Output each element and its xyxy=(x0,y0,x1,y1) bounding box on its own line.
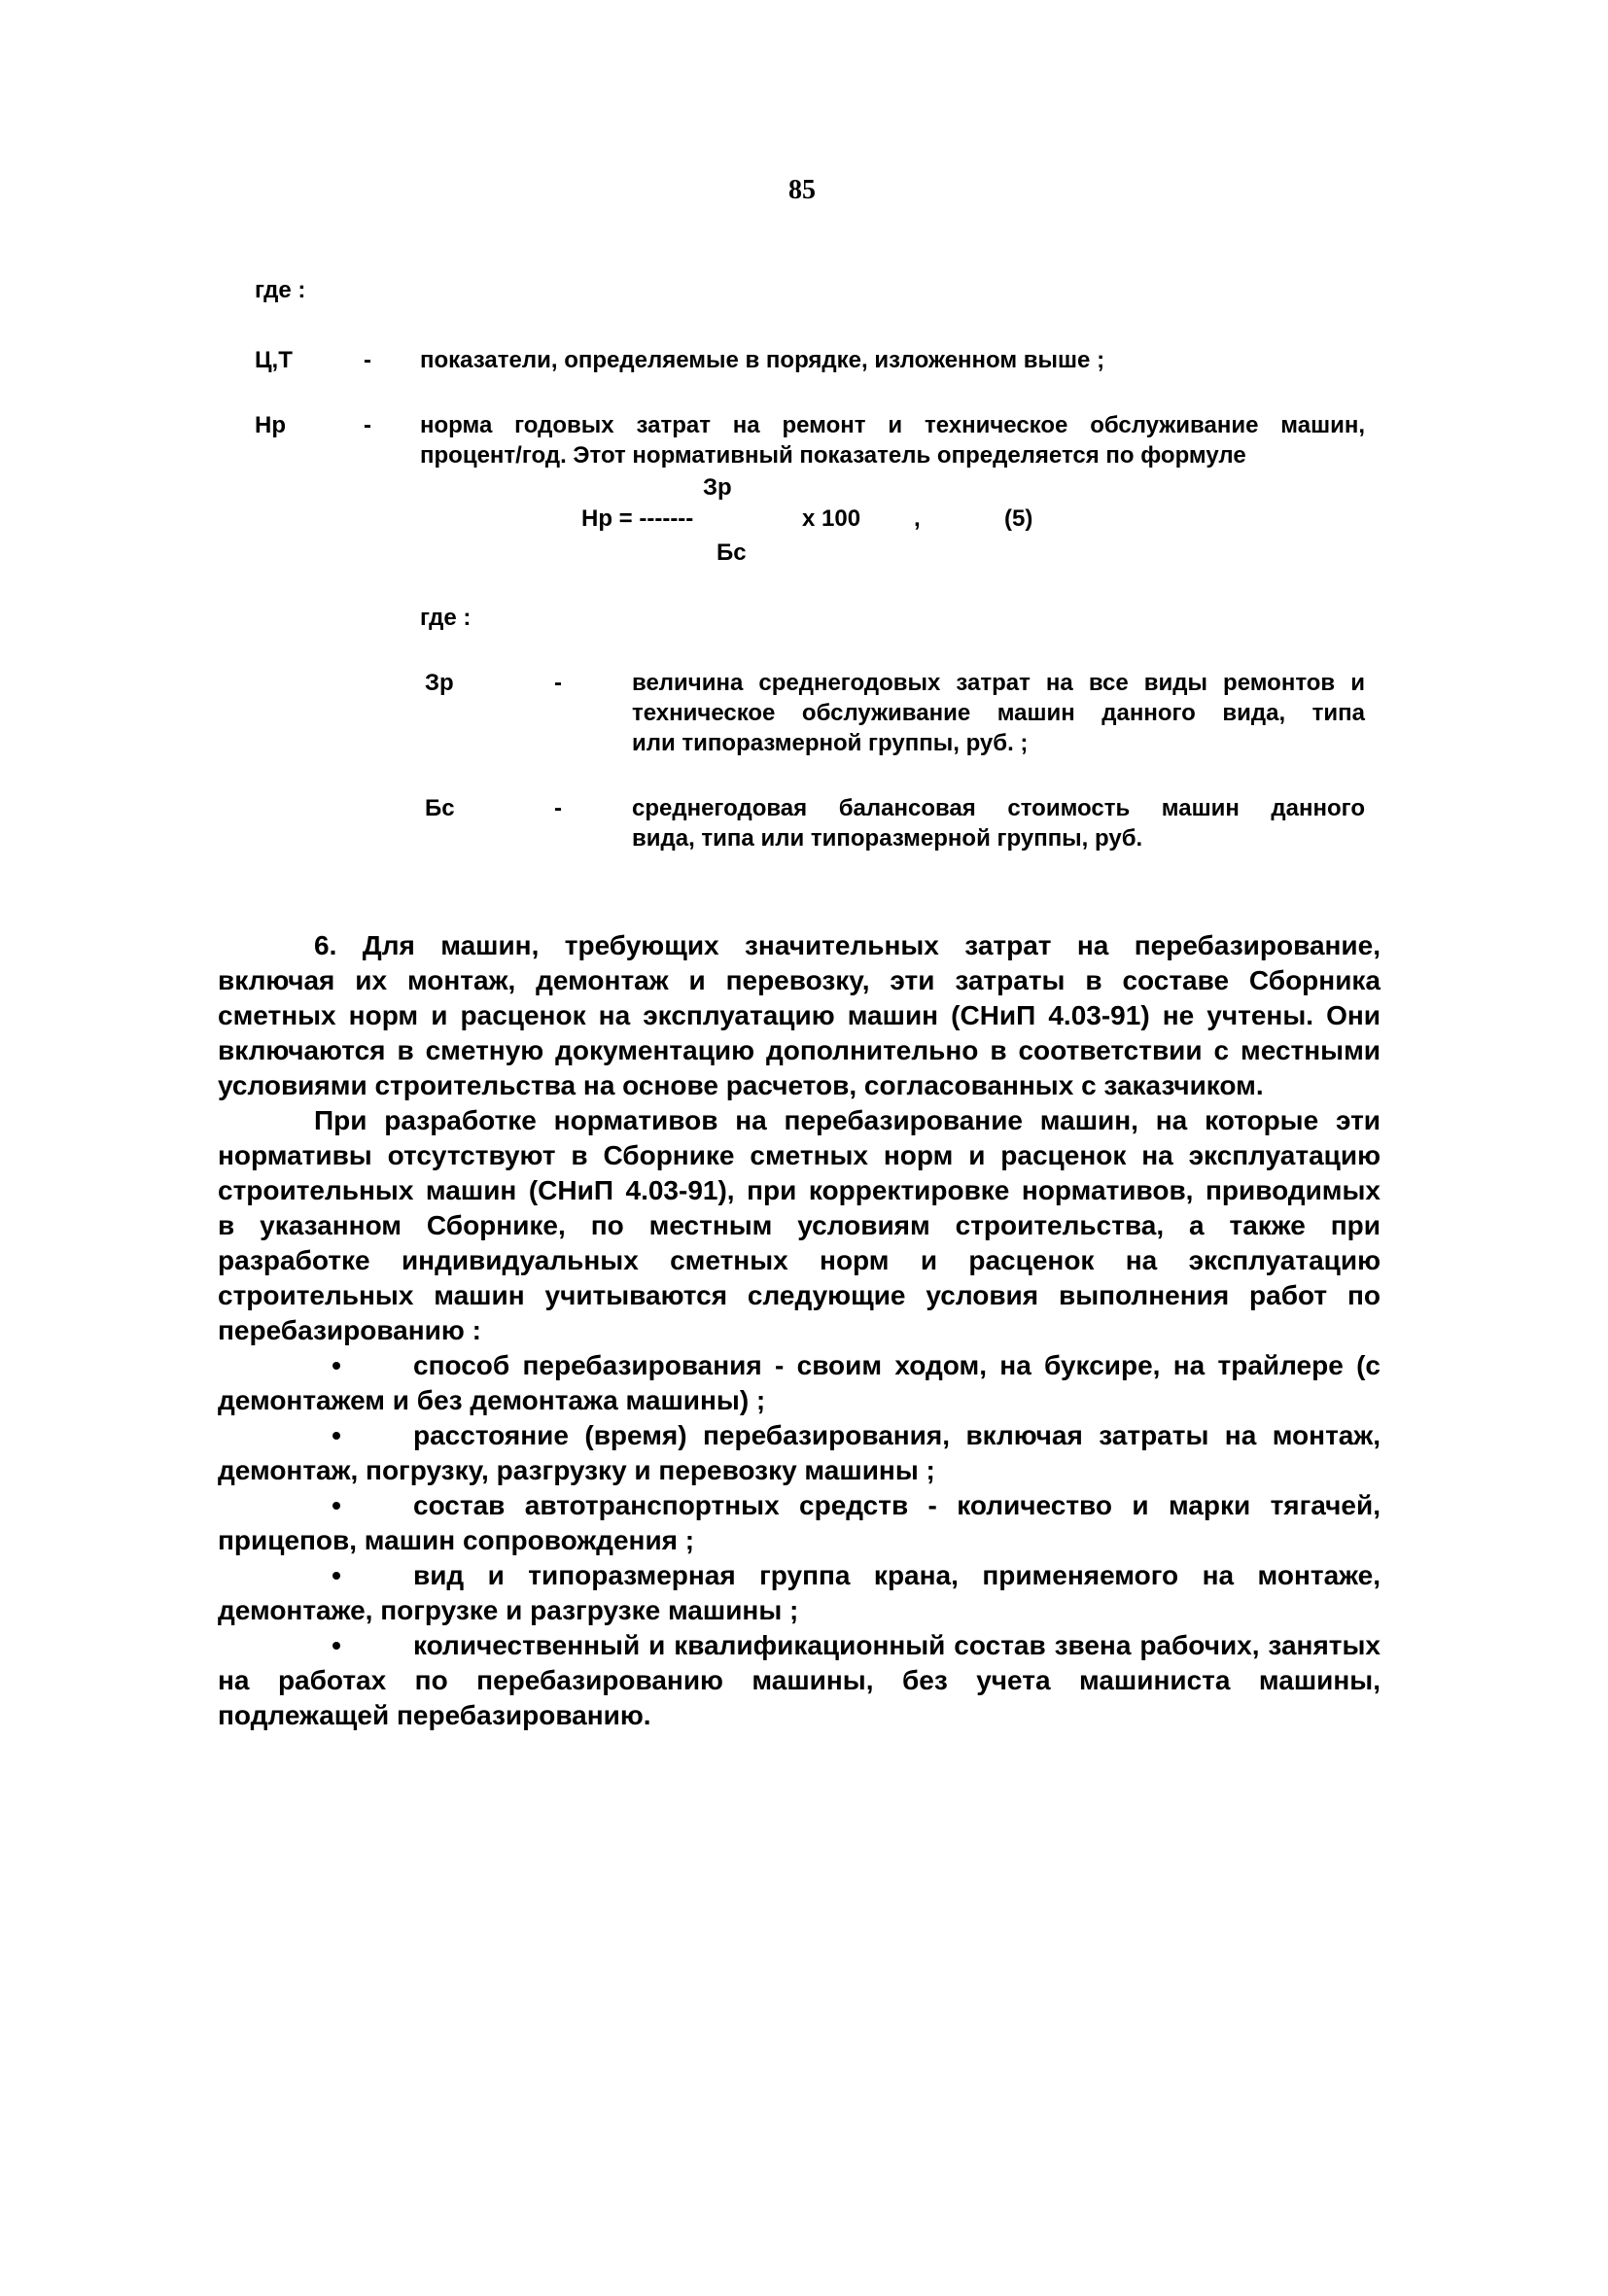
bullet-text: вид и типоразмерная группа крана, применяемого на монтаже, xyxy=(413,1560,1381,1590)
subdefinition-text: или типоразмерной группы, руб. ; xyxy=(632,730,1029,756)
bullet-icon: • xyxy=(332,1560,341,1590)
paragraph-line: 6. Для машин, требующих значительных затрат на перебазирование, xyxy=(314,930,1381,960)
paragraph-line: условиями строительства на основе расчетов, согласованных с заказчиком. xyxy=(218,1070,1264,1100)
bullet-text: демонтажем и без демонтажа машины) ; xyxy=(218,1385,766,1415)
definition-text: показатели, определяемые в порядке, изложенном выше ; xyxy=(420,347,1105,373)
paragraph-line: При разработке нормативов на перебазирование машин, на которые эти xyxy=(314,1105,1381,1135)
paragraph-line: перебазированию : xyxy=(218,1315,481,1345)
bullet-icon: • xyxy=(332,1490,341,1520)
paragraph-line: строительных машин (СНиП 4.03-91), при корректировке нормативов, приводимых xyxy=(218,1175,1381,1205)
bullet-text: расстояние (время) перебазирования, включая затраты на монтаж, xyxy=(413,1420,1381,1450)
subdefinition-symbol: Бс xyxy=(425,795,455,821)
paragraph-line: сметных норм и расценок на эксплуатацию машин (СНиП 4.03-91) не учтены. Они xyxy=(218,1000,1381,1030)
definition-text: норма годовых затрат на ремонт и техническое обслуживание машин, xyxy=(420,412,1365,438)
bullet-text: количественный и квалификационный состав звена рабочих, занятых xyxy=(413,1630,1381,1660)
paragraph-line: включая их монтаж, демонтаж и перевозку, эти затраты в составе Сборника xyxy=(218,965,1381,995)
bullet-icon: • xyxy=(332,1630,341,1660)
subdefinition-text: вида, типа или типоразмерной группы, руб. xyxy=(632,825,1143,852)
bullet-text: прицепов, машин сопровождения ; xyxy=(218,1525,695,1555)
paragraph-line: в указанном Сборнике, по местным условиям строительства, а также при xyxy=(218,1210,1381,1240)
definition-dash: - xyxy=(364,412,371,438)
definition-text: процент/год. Этот нормативный показатель определяется по формуле xyxy=(420,442,1246,469)
bullet-icon: • xyxy=(332,1420,341,1450)
formula-number: (5) xyxy=(1004,505,1033,532)
formula-lhs: Нр = ------- xyxy=(581,505,694,532)
formula-denominator: Бс xyxy=(717,539,747,566)
page-number: 85 xyxy=(788,175,816,205)
formula-comma: , xyxy=(914,505,921,532)
subdefinition-dash: - xyxy=(554,670,562,696)
bullet-text: подлежащей перебазированию. xyxy=(218,1700,651,1730)
paragraph-line: нормативы отсутствуют в Сборнике сметных норм и расценок на эксплуатацию xyxy=(218,1140,1381,1170)
formula-multiplier: х 100 xyxy=(802,505,861,532)
subdefinition-text: техническое обслуживание машин данного вида, типа xyxy=(632,700,1365,726)
where-label: где : xyxy=(420,605,472,631)
bullet-text: демонтаже, погрузке и разгрузке машины ; xyxy=(218,1595,799,1625)
subdefinition-text: величина среднегодовых затрат на все виды ремонтов и xyxy=(632,670,1365,696)
subdefinition-text: среднегодовая балансовая стоимость машин данного xyxy=(632,795,1365,821)
definition-symbol: Нр xyxy=(255,412,286,438)
subdefinition-symbol: Зр xyxy=(425,670,454,696)
bullet-text: состав автотранспортных средств - количество и марки тягачей, xyxy=(413,1490,1381,1520)
bullet-text: способ перебазирования - своим ходом, на буксире, на трайлере (с xyxy=(413,1350,1381,1380)
subdefinition-dash: - xyxy=(554,795,562,821)
where-label: где : xyxy=(255,277,306,303)
paragraph-line: строительных машин учитываются следующие условия выполнения работ по xyxy=(218,1280,1381,1310)
formula-numerator: Зр xyxy=(703,474,732,501)
paragraph-line: включаются в сметную документацию дополнительно в соответствии с местными xyxy=(218,1035,1381,1065)
bullet-icon: • xyxy=(332,1350,341,1380)
definition-dash: - xyxy=(364,347,371,373)
definition-symbol: Ц,Т xyxy=(255,347,293,373)
bullet-text: демонтаж, погрузку, разгрузку и перевозку машины ; xyxy=(218,1455,935,1485)
paragraph-line: разработке индивидуальных сметных норм и расценок на эксплуатацию xyxy=(218,1245,1381,1275)
bullet-text: на работах по перебазированию машины, без учета машиниста машины, xyxy=(218,1665,1381,1695)
